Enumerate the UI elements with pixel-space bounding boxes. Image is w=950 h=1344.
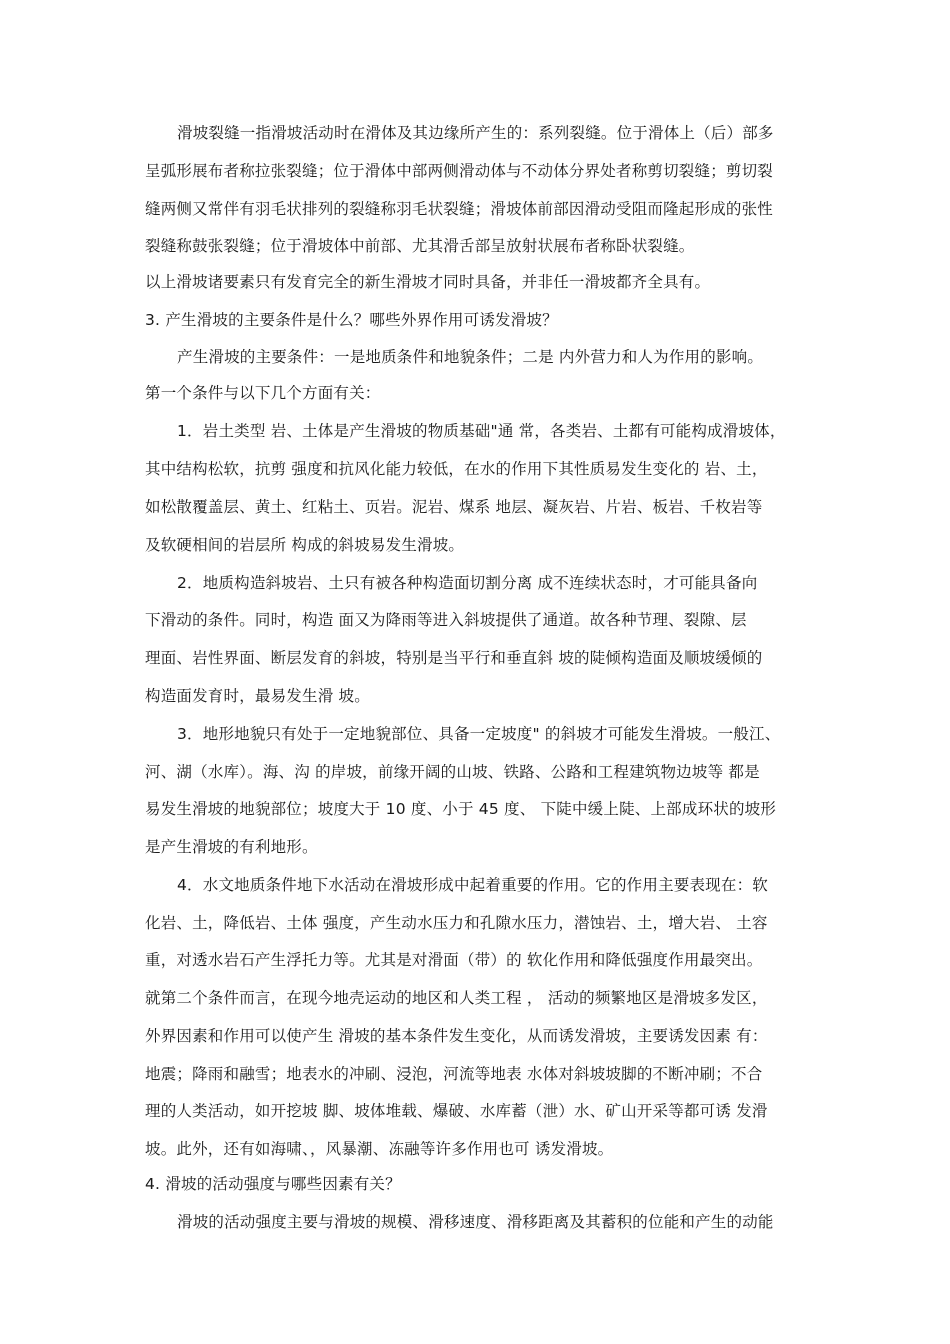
paragraph-line: 4．水文地质条件地下水活动在滑坡形成中起着重要的作用。它的作用主要表现在：软 [177, 876, 768, 894]
paragraph-line: 滑坡裂缝一指滑坡活动时在滑体及其边缘所产生的：系列裂缝。位于滑体上（后）部多 [177, 124, 774, 142]
paragraph-line: 裂缝称鼓张裂缝；位于滑坡体中前部、尤其滑舌部呈放射状展布者称卧状裂缝。 [145, 237, 695, 255]
paragraph-line: 坡。此外，还有如海啸、，风暴潮、冻融等许多作用也可 诱发滑坡。 [145, 1140, 614, 1158]
paragraph-line: 是产生滑坡的有利地形。 [145, 838, 318, 856]
paragraph-line: 1．岩土类型 岩、土体是产生滑坡的物质基础"通 常，各类岩、土都有可能构成滑坡体， [177, 422, 786, 440]
paragraph-line: 易发生滑坡的地貌部位；坡度大于 10 度、小于 45 度、 下陡中缓上陡、上部成环状的坡形 [145, 800, 777, 818]
paragraph-line: 及软硬相间的岩层所 构成的斜坡易发生滑坡。 [145, 536, 465, 554]
paragraph-line: 产生滑坡的主要条件：一是地质条件和地貌条件；二是 内外营力和人为作用的影响。 [177, 348, 764, 366]
paragraph-line: 化岩、土，降低岩、土体 强度，产生动水压力和孔隙水压力，潜蚀岩、土，增大岩、 土容 [145, 914, 768, 932]
paragraph-line: 理面、岩性界面、断层发育的斜坡，特别是当平行和垂直斜 坡的陡倾构造面及顺坡缓倾的 [145, 649, 763, 667]
paragraph-line: 以上滑坡诸要素只有发育完全的新生滑坡才同时具备，并非任一滑坡都齐全具有。 [145, 273, 711, 291]
paragraph-line: 其中结构松软，抗剪 强度和抗风化能力较低，在水的作用下其性质易发生变化的 岩、土， [145, 460, 768, 478]
paragraph-line: 构造面发育时，最易发生滑 坡。 [145, 687, 370, 705]
paragraph-line: 外界因素和作用可以使产生 滑坡的基本条件发生变化，从而诱发滑坡，主要诱发因素 有： [145, 1027, 768, 1045]
paragraph-line: 3．地形地貌只有处于一定地貌部位、具备一定坡度" 的斜坡才可能发生滑坡。一般江、 [177, 725, 781, 743]
paragraph-line: 缝两侧又常伴有羽毛状排列的裂缝称羽毛状裂缝；滑坡体前部因滑动受阻而隆起形成的张性 [145, 200, 774, 218]
paragraph-line: 如松散覆盖层、黄土、红粘土、页岩。泥岩、煤系 地层、凝灰岩、片岩、板岩、千枚岩等 [145, 498, 763, 516]
paragraph-line: 就第二个条件而言，在现今地壳运动的地区和人类工程 ， 活动的频繁地区是滑坡多发区， [145, 989, 768, 1007]
section-heading: 3. 产生滑坡的主要条件是什么？哪些外界作用可诱发滑坡？ [145, 311, 558, 329]
paragraph-line: 地震；降雨和融雪；地表水的冲刷、浸泡，河流等地表 水体对斜坡坡脚的不断冲刷；不合 [145, 1065, 763, 1083]
paragraph-line: 理的人类活动，如开挖坡 脚、坡体堆载、爆破、水库蓄（泄）水、矿山开采等都可诱 发滑 [145, 1102, 768, 1120]
paragraph-line: 呈弧形展布者称拉张裂缝；位于滑体中部两侧滑动体与不动体分界处者称剪切裂缝；剪切裂 [145, 162, 774, 180]
paragraph-line: 2．地质构造斜坡岩、土只有被各种构造面切割分离 成不连续状态时，才可能具备向 [177, 574, 758, 592]
paragraph-line: 滑坡的活动强度主要与滑坡的规模、滑移速度、滑移距离及其蓄积的位能和产生的动能 [177, 1213, 774, 1231]
paragraph-line: 河、湖（水库）。海、沟 的岸坡，前缘开阔的山坡、铁路、公路和工程建筑物边坡等 都是 [145, 763, 760, 781]
paragraph-line: 下滑动的条件。同时，构造 面又为降雨等进入斜坡提供了通道。故各种节理、裂隙、层 [145, 611, 747, 629]
paragraph-line: 重，对透水岩石产生浮托力等。尤其是对滑面（带）的 软化作用和降低强度作用最突出。 [145, 951, 763, 969]
section-heading: 4. 滑坡的活动强度与哪些因素有关？ [145, 1175, 401, 1193]
paragraph-line: 第一个条件与以下几个方面有关： [145, 384, 381, 402]
